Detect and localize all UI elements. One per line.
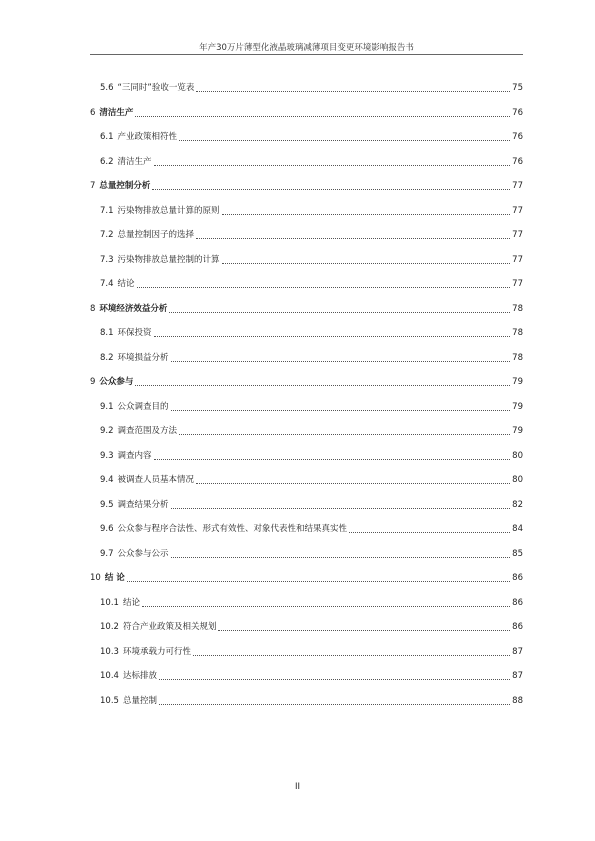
toc-section-entry[interactable]: [90, 615, 523, 640]
toc-entry-page: 82: [512, 499, 523, 510]
toc-dot-leader: [179, 139, 510, 141]
toc-entry-page: 79: [512, 426, 523, 436]
toc-dot-leader: [137, 286, 511, 288]
table-of-contents: [90, 76, 523, 713]
toc-entry-number: 5.6: [100, 83, 114, 93]
toc-dot-leader: [196, 90, 510, 92]
toc-entry-number: 7.2: [100, 230, 114, 240]
toc-entry-number: 6: [90, 107, 96, 118]
toc-section-entry[interactable]: [90, 223, 523, 248]
toc-entry-number: 6.1: [100, 132, 114, 142]
toc-entry-title: 污染物排放总量计算的原则: [117, 205, 220, 216]
toc-entry-page: 77: [512, 205, 523, 216]
toc-entry-title: 达标排放: [122, 671, 157, 681]
toc-entry-number: 7: [90, 181, 96, 191]
toc-section-entry[interactable]: [90, 468, 523, 493]
toc-entry-title: “三同时”验收一览表: [117, 83, 195, 93]
toc-entry-number: 9.1: [100, 401, 114, 412]
toc-section-entry[interactable]: [90, 542, 523, 567]
toc-entry-number: 8.1: [100, 328, 114, 338]
toc-entry-page: 87: [512, 671, 523, 681]
toc-dot-leader: [196, 482, 510, 484]
toc-entry-number: 10.3: [100, 646, 119, 657]
toc-chapter-entry[interactable]: [90, 174, 523, 199]
toc-entry-page: 78: [512, 328, 523, 338]
toc-entry-page: 85: [512, 548, 523, 559]
toc-dot-leader: [218, 629, 510, 631]
toc-entry-page: 77: [512, 279, 523, 289]
toc-section-entry[interactable]: [90, 346, 523, 371]
toc-entry-page: 79: [512, 401, 523, 412]
toc-dot-leader: [171, 409, 511, 411]
toc-entry-page: 76: [512, 156, 523, 167]
toc-dot-leader: [154, 335, 511, 337]
toc-entry-page: 86: [512, 597, 523, 608]
toc-entry-number: 7.4: [100, 279, 114, 289]
toc-chapter-entry[interactable]: [90, 101, 523, 126]
toc-entry-number: 9: [90, 377, 96, 387]
toc-entry-title: 总量控制分析: [99, 181, 151, 191]
toc-entry-page: 87: [512, 646, 523, 657]
toc-section-entry[interactable]: [90, 199, 523, 224]
toc-entry-number: 10.2: [100, 622, 119, 632]
toc-entry-page: 80: [512, 475, 523, 485]
toc-entry-title: 环境经济效益分析: [99, 303, 168, 314]
toc-dot-leader: [135, 115, 510, 117]
toc-entry-number: 9.4: [100, 475, 114, 485]
toc-entry-number: 6.2: [100, 156, 114, 167]
toc-entry-title: 调查内容: [117, 450, 152, 461]
toc-entry-page: 78: [512, 352, 523, 363]
toc-entry-page: 80: [512, 450, 523, 461]
toc-entry-number: 8: [90, 303, 96, 314]
toc-entry-number: 9.5: [100, 499, 114, 510]
toc-entry-title: 公众参与程序合法性、形式有效性、对象代表性和结果真实性: [117, 524, 348, 534]
toc-entry-number: 7.1: [100, 205, 114, 216]
toc-entry-page: 77: [512, 230, 523, 240]
toc-entry-page: 84: [512, 524, 523, 534]
toc-section-entry[interactable]: [90, 664, 523, 689]
toc-entry-title: 清洁生产: [99, 107, 134, 118]
toc-entry-title: 污染物排放总量控制的计算: [117, 254, 220, 265]
toc-section-entry[interactable]: [90, 395, 523, 420]
toc-entry-number: 10.4: [100, 671, 119, 681]
toc-chapter-entry[interactable]: [90, 370, 523, 395]
toc-dot-leader: [171, 360, 511, 362]
toc-dot-leader: [169, 311, 510, 313]
toc-dot-leader: [179, 433, 510, 435]
toc-entry-page: 86: [512, 573, 523, 583]
toc-entry-page: 77: [512, 254, 523, 265]
toc-entry-title: 调查范围及方法: [117, 426, 178, 436]
toc-entry-title: 符合产业政策及相关规划: [122, 622, 217, 632]
toc-chapter-entry[interactable]: [90, 297, 523, 322]
toc-entry-title: 清洁生产: [117, 156, 152, 167]
toc-dot-leader: [222, 213, 511, 215]
toc-entry-title: 产业政策相符性: [117, 132, 178, 142]
toc-entry-number: 7.3: [100, 254, 114, 265]
page-number: II: [294, 782, 300, 792]
toc-entry-number: 10: [90, 573, 101, 583]
toc-entry-page: 79: [512, 377, 523, 387]
toc-dot-leader: [154, 458, 511, 460]
toc-dot-leader: [127, 580, 510, 582]
toc-dot-leader: [135, 384, 510, 386]
toc-entry-number: 9.6: [100, 524, 114, 534]
toc-section-entry[interactable]: [90, 321, 523, 346]
toc-entry-title: 总量控制: [122, 695, 157, 706]
toc-section-entry[interactable]: [90, 272, 523, 297]
toc-dot-leader: [159, 678, 510, 680]
toc-entry-number: 9.2: [100, 426, 114, 436]
toc-dot-leader: [142, 605, 510, 607]
toc-entry-page: 77: [512, 181, 523, 191]
toc-section-entry[interactable]: [90, 76, 523, 101]
toc-entry-page: 78: [512, 303, 523, 314]
toc-section-entry[interactable]: [90, 517, 523, 542]
toc-dot-leader: [222, 262, 511, 264]
toc-entry-title: 被调查人员基本情况: [117, 475, 195, 485]
toc-dot-leader: [159, 703, 510, 705]
toc-entry-page: 76: [512, 107, 523, 118]
toc-section-entry[interactable]: [90, 689, 523, 714]
toc-entry-title: 环境承载力可行性: [122, 646, 191, 657]
toc-section-entry[interactable]: [90, 125, 523, 150]
toc-entry-number: 9.7: [100, 548, 114, 559]
toc-chapter-entry[interactable]: [90, 566, 523, 591]
toc-entry-page: 88: [512, 695, 523, 706]
toc-entry-title: 公众参与公示: [117, 548, 169, 559]
toc-section-entry[interactable]: [90, 591, 523, 616]
toc-entry-number: 8.2: [100, 352, 114, 363]
toc-section-entry[interactable]: [90, 248, 523, 273]
toc-entry-title: 公众调查目的: [117, 401, 169, 412]
toc-dot-leader: [171, 556, 511, 558]
running-header: 年产30万片薄型化液晶玻璃减薄项目变更环境影响报告书: [199, 43, 414, 53]
toc-entry-page: 76: [512, 132, 523, 142]
toc-entry-title: 总量控制因子的选择: [117, 230, 195, 240]
toc-entry-number: 10.5: [100, 695, 119, 706]
toc-section-entry[interactable]: [90, 640, 523, 665]
toc-entry-number: 10.1: [100, 597, 119, 608]
toc-dot-leader: [171, 507, 511, 509]
toc-dot-leader: [152, 188, 510, 190]
toc-section-entry[interactable]: [90, 419, 523, 444]
toc-entry-title: 公众参与: [99, 377, 134, 387]
toc-section-entry[interactable]: [90, 493, 523, 518]
toc-entry-title: 结论: [117, 279, 135, 289]
toc-entry-number: 9.3: [100, 450, 114, 461]
toc-entry-page: 86: [512, 622, 523, 632]
toc-entry-title: 环境损益分析: [117, 352, 169, 363]
toc-entry-title: 结论: [122, 597, 140, 608]
toc-section-entry[interactable]: [90, 444, 523, 469]
toc-dot-leader: [349, 531, 510, 533]
header-rule: [90, 54, 523, 55]
toc-dot-leader: [154, 164, 511, 166]
toc-dot-leader: [196, 237, 510, 239]
toc-entry-title: 结 论: [104, 573, 125, 583]
toc-entry-title: 环保投资: [117, 328, 152, 338]
toc-entry-title: 调查结果分析: [117, 499, 169, 510]
toc-section-entry[interactable]: [90, 150, 523, 175]
toc-entry-page: 75: [512, 83, 523, 93]
toc-dot-leader: [193, 654, 510, 656]
